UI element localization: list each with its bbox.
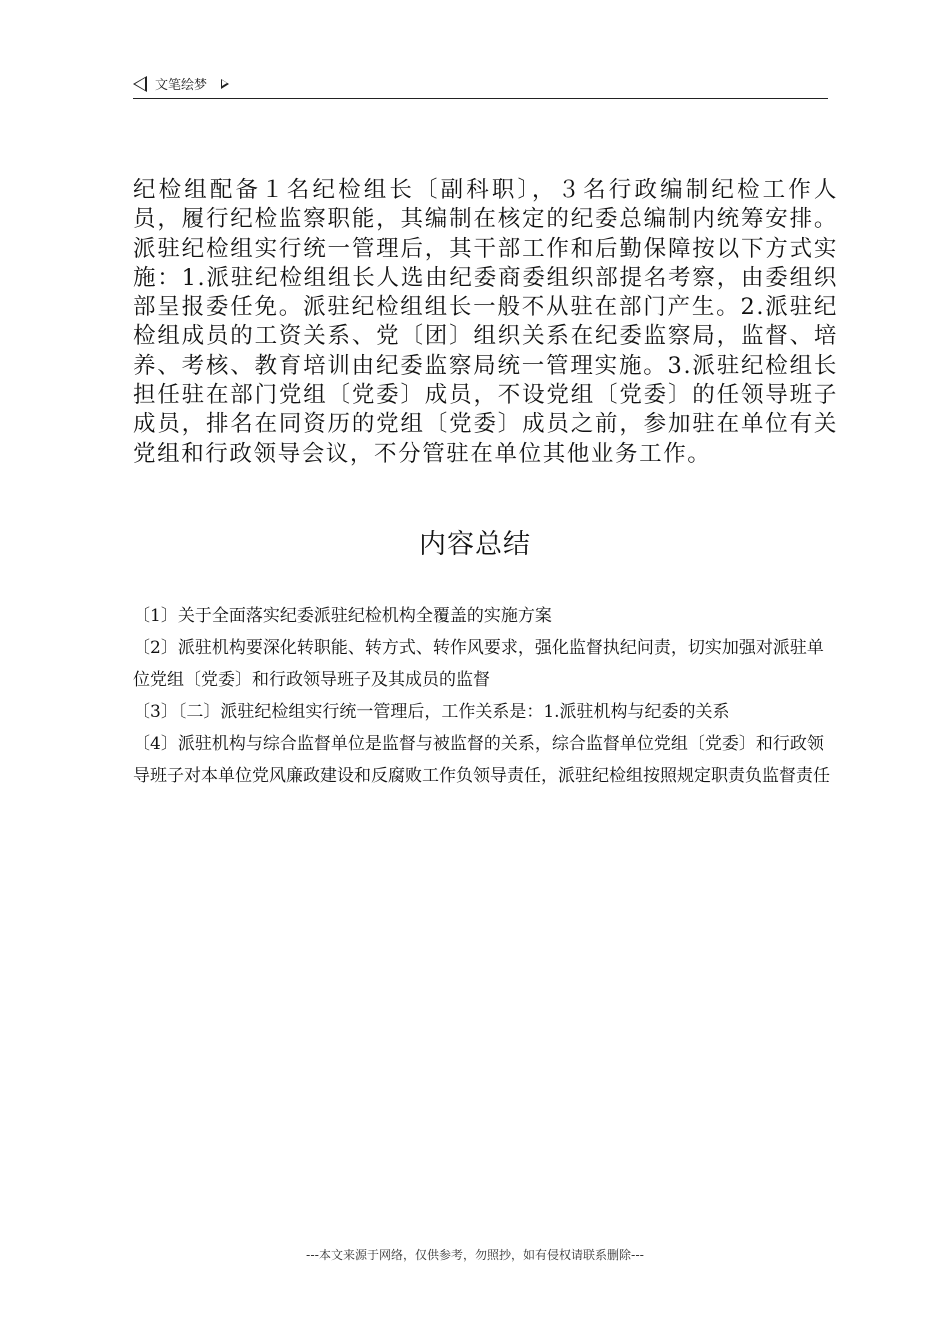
header-brand <box>133 74 229 93</box>
summary-item: 〔3〕〔二〕派驻纪检组实行统一管理后，工作关系是：1.派驻机构与纪委的关系 <box>133 702 730 722</box>
summary-list <box>133 600 833 792</box>
right-triangle-icon <box>221 79 229 89</box>
page-footer-disclaimer: ---本文来源于网络，仅供参考，勿照抄，如有侵权请联系删除--- <box>306 1248 644 1262</box>
body-paragraph: 纪检组配备１名纪检组长〔副科职〕，３名行政编制纪检工作人员，履行纪检监察职能，其编制在核定的纪委总编制内统筹安排。派驻纪检组实行统一管理后，其干部工作和后勤保障按以下方式实施：1.派驻纪检组组长人选由纪委商委组织部提名考察，由委组织部呈报委任免。派驻纪检组组长一般不从驻在部门产生。2.派驻纪检组成员的工资关系、党〔团〕组织关系在纪委监察局，监督、培养、考核、教育培训由纪委监察局统一管理实施。3.派驻纪检组长担任驻在部门党组〔党委〕成员，不设党组〔党委〕的任领导班子成员，排名在同资历的党组〔党委〕成员之前，参加驻在单位有关党组和行政领导会议，不分管驻在单位其他业务工作。 <box>133 177 838 467</box>
summary-item: 〔1〕关于全面落实纪委派驻纪检机构全覆盖的实施方案 <box>133 606 552 626</box>
brand-label: 文笔绘梦 <box>155 78 208 93</box>
page-header <box>133 70 828 99</box>
left-triangle-icon <box>133 76 147 92</box>
summary-item: 〔4〕派驻机构与综合监督单位是监督与被监督的关系，综合监督单位党组〔党委〕和行政领导班子对本单位党风廉政建设和反腐败工作负领导责任，派驻纪检组按照规定职责负监督责任 <box>133 734 830 786</box>
summary-item: 〔2〕派驻机构要深化转职能、转方式、转作风要求，强化监督执纪问责，切实加强对派驻单位党组〔党委〕和行政领导班子及其成员的监督 <box>133 638 824 690</box>
summary-title: 内容总结 <box>419 529 531 560</box>
